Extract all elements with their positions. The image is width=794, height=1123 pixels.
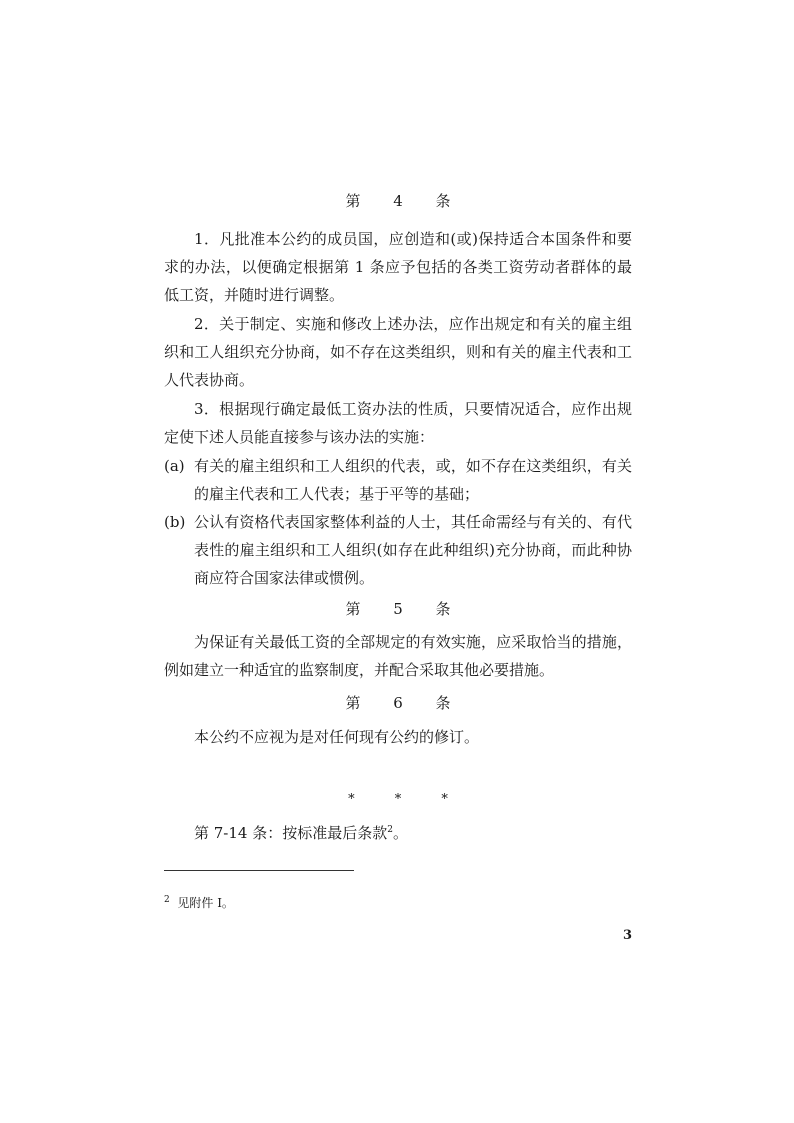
article-5-heading: 第 5 条 xyxy=(345,600,465,618)
article-6-heading: 第 6 条 xyxy=(345,694,465,712)
article-4-paragraph-3: 3．根据现行确定最低工资办法的性质，只要情况适合，应作出规定使下述人员能直接参与该办法的实施： xyxy=(164,400,632,446)
item-b-label: (b) xyxy=(164,513,186,531)
article-4-paragraph-1: 1．凡批准本公约的成员国，应创造和(或)保持适合本国条件和要求的办法，以便确定根据第 1 条应予包括的各类工资劳动者群体的最低工资，并随时进行调整。 xyxy=(164,230,632,304)
footnote-text: 见附件 I。 xyxy=(177,896,234,910)
item-a-label: (a) xyxy=(164,457,185,475)
footnote-reference[interactable]: 2 xyxy=(387,825,393,835)
final-clauses-end: 。 xyxy=(392,824,408,842)
article-4-item-b xyxy=(164,508,632,592)
final-clauses-paragraph xyxy=(164,819,632,847)
final-clauses-text: 第 7-14 条：按标准最后条款 xyxy=(194,824,388,842)
article-4-heading: 第 4 条 xyxy=(345,192,465,210)
article-6-paragraph-1: 本公约不应视为是对任何现有公约的修订。 xyxy=(194,728,480,746)
item-b-text: 公认有资格代表国家整体利益的人士，其任命需经与有关的、有代表性的雇主组织和工人组织(如存在此种组织)充分协商，而此种协商应符合国家法律或惯例。 xyxy=(194,513,632,587)
article-4-paragraph-2: 2．关于制定、实施和修改上述办法，应作出规定和有关的雇主组织和工人组织充分协商，如不存在这类组织，则和有关的雇主代表和工人代表协商。 xyxy=(164,315,632,389)
item-a-text: 有关的雇主组织和工人组织的代表，或，如不存在这类组织，有关的雇主代表和工人代表；基于平等的基础； xyxy=(194,457,632,503)
article-5-paragraph-1: 为保证有关最低工资的全部规定的有效实施，应采取恰当的措施，例如建立一种适宜的监察制度，并配合采取其他必要措施。 xyxy=(164,633,632,679)
footnote-divider xyxy=(164,870,354,871)
article-4-item-a xyxy=(164,452,632,508)
page-number: 3 xyxy=(622,928,632,943)
footnote xyxy=(164,894,234,911)
footnote-marker: 2 xyxy=(164,895,170,905)
section-separator: * * * xyxy=(348,792,466,807)
